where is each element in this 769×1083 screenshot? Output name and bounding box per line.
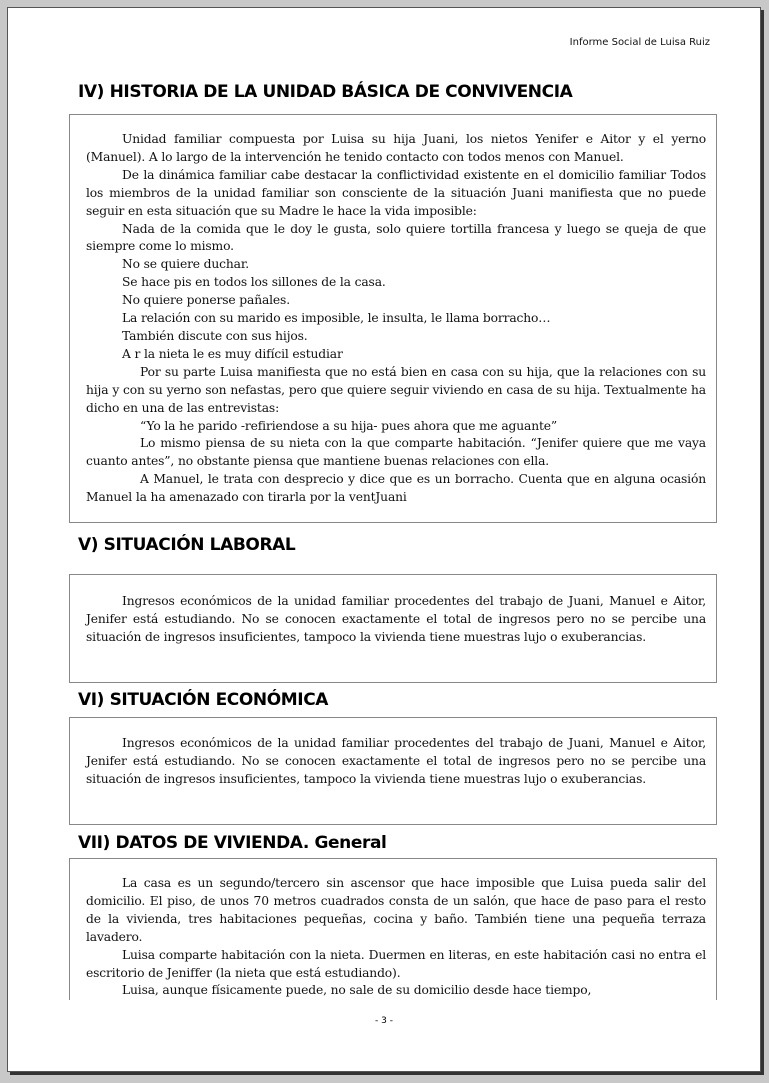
page-header: Informe Social de Luisa Ruiz	[569, 37, 710, 48]
section-box-historia	[69, 114, 717, 523]
section-box-economica	[69, 717, 717, 825]
paragraph: Nada de la comida que le doy le gusta, solo quiere tortilla francesa y luego se queja de que siempre come lo mismo.	[86, 221, 706, 254]
section-title-economica: VI) SITUACIÓN ECONÓMICA	[78, 690, 329, 710]
section-title-historia: IV) HISTORIA DE LA UNIDAD BÁSICA DE CONVIVENCIA	[78, 82, 573, 102]
paragraph: Por su parte Luisa manifiesta que no está bien en casa con su hija, que la relaciones con su hija y con su yerno son nefastas, pero que quiere seguir viviendo en casa de su hija. Textualmente ha dicho en una de las entrevistas:	[86, 364, 706, 415]
section-box-laboral	[69, 574, 717, 683]
paragraph: De la dinámica familiar cabe destacar la conflictividad existente en el domicilio familiar Todos los miembros de la unidad familiar son consciente de la situación Juani manifiesta que no puede seguir en esta situación que su Madre le hace la vida imposible:	[86, 167, 706, 218]
document-page	[7, 7, 761, 1072]
paragraph: Unidad familiar compuesta por Luisa su hija Juani, los nietos Yenifer e Aitor y el yerno (Manuel). A lo largo de la intervención he tenido contacto con todos menos con Manuel.	[86, 132, 706, 164]
paragraph: No quiere ponerse pañales.	[122, 293, 290, 308]
paragraph: A r la nieta le es muy difícil estudiar	[122, 346, 343, 361]
paragraph: También discute con sus hijos.	[122, 328, 308, 343]
paragraph: A Manuel, le trata con desprecio y dice que es un borracho. Cuenta que en alguna ocasión Manuel la ha amenazado con tirarla por la ventJuani	[86, 472, 706, 505]
paragraph: Luisa, aunque físicamente puede, no sale de su domicilio desde hace tiempo,	[122, 983, 592, 998]
paragraph: “Yo la he parido -refiriendose a su hija- pues ahora que me aguante”	[140, 418, 558, 433]
page-number: - 3 -	[375, 1016, 393, 1026]
section-title-laboral: V) SITUACIÓN LABORAL	[78, 535, 296, 555]
section-box-vivienda	[69, 858, 717, 1000]
paragraph: No se quiere duchar.	[122, 257, 249, 272]
section-title-vivienda: VII) DATOS DE VIVIENDA. General	[78, 833, 387, 853]
paragraph: La relación con su marido es imposible, le insulta, le llama borracho…	[122, 311, 551, 326]
paragraph: Ingresos económicos de la unidad familiar procedentes del trabajo de Juani, Manuel e Aitor, Jenifer está estudiando. No se conocen exactamente el total de ingresos pero no se percibe una situación de ingresos insuficientes, tampoco la vivienda tiene muestras lujo o exuberancias.	[86, 594, 706, 644]
paragraph: La casa es un segundo/tercero sin ascensor que hace imposible que Luisa pueda salir del domicilio. El piso, de unos 70 metros cuadrados consta de un salón, que hace de paso para el resto de la vivienda, tres habitaciones pequeñas, cocina y baño. También tiene una pequeña terraza lavadero.	[86, 876, 706, 944]
paragraph: Ingresos económicos de la unidad familiar procedentes del trabajo de Juani, Manuel e Aitor, Jenifer está estudiando. No se conocen exactamente el total de ingresos pero no se percibe una situación de ingresos insuficientes, tampoco la vivienda tiene muestras lujo o exuberancias.	[86, 736, 706, 786]
paragraph: Lo mismo piensa de su nieta con la que comparte habitación. “Jenifer quiere que me vaya cuanto antes”, no obstante piensa que mantiene buenas relaciones con ella.	[86, 436, 706, 469]
paragraph: Luisa comparte habitación con la nieta. Duermen en literas, en este habitación casi no entra el escritorio de Jeniffer (la nieta que está estudiando).	[86, 947, 706, 980]
paragraph: Se hace pis en todos los sillones de la casa.	[122, 275, 386, 290]
